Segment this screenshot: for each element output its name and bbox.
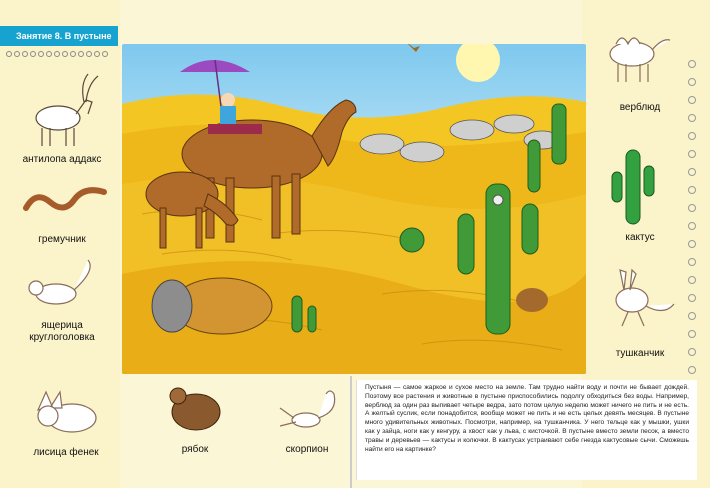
page-divider (350, 376, 352, 488)
binding-rings-right (688, 60, 698, 420)
label-antelope: антилопа аддакс (22, 154, 102, 165)
jerboa-drawing (598, 262, 678, 328)
label-sandgrouse: рябок (181, 444, 209, 455)
sandgrouse-drawing (160, 380, 230, 438)
antelope-addax-drawing (22, 70, 102, 150)
scorpion-drawing (272, 386, 342, 440)
binding-rings-top (6, 44, 126, 50)
camel-drawing (596, 24, 676, 84)
desert-scene-illustration (122, 44, 586, 374)
description-paragraph: Пустыня — самое жаркое и сухое место на земле. Там трудно найти воду и почти не бывает дождей. Поэтому все растения и животные в пустыне приспособились подолгу обходиться без воды. Например, верблюд за один раз выпивает четыре ведра, зато потом целую неделю может ничего не пить и не есть. А желтый суслик, если понадобится, вообще может не пить и не есть целых девять месяцев. В пустыне много удивительных животных. Посмотри, например, на тушканчика. У него тельце как у мышки, ушки как у зайца, ноги как у кенгуру, а хвост как у льва, с кисточкой. В пустыне вместо земли песок, а вместо травы и деревьев — кактусы и колючки. В кактусах устраивают себе гнезда кактусовые сычи. Сможешь найти его на картинке? (365, 384, 689, 453)
description-text-box (356, 380, 697, 480)
label-scorpion: скорпион (285, 444, 329, 455)
label-lizard-line2: круглоголовка (29, 332, 95, 343)
label-rattlesnake: гремучник (38, 234, 86, 245)
label-fennec: лисица фенек (33, 447, 99, 458)
label-cactus: кактус (625, 232, 655, 243)
cactus-drawing (610, 146, 656, 226)
label-jerboa: тушканчик (615, 348, 665, 359)
label-lizard-line1: ящерица (41, 320, 83, 331)
rattlesnake-drawing (22, 186, 108, 224)
lesson-header: Занятие 8. В пустыне (0, 26, 118, 46)
lizard-drawing (22, 258, 106, 318)
fennec-fox-drawing (28, 388, 108, 438)
label-camel: верблюд (619, 102, 661, 113)
